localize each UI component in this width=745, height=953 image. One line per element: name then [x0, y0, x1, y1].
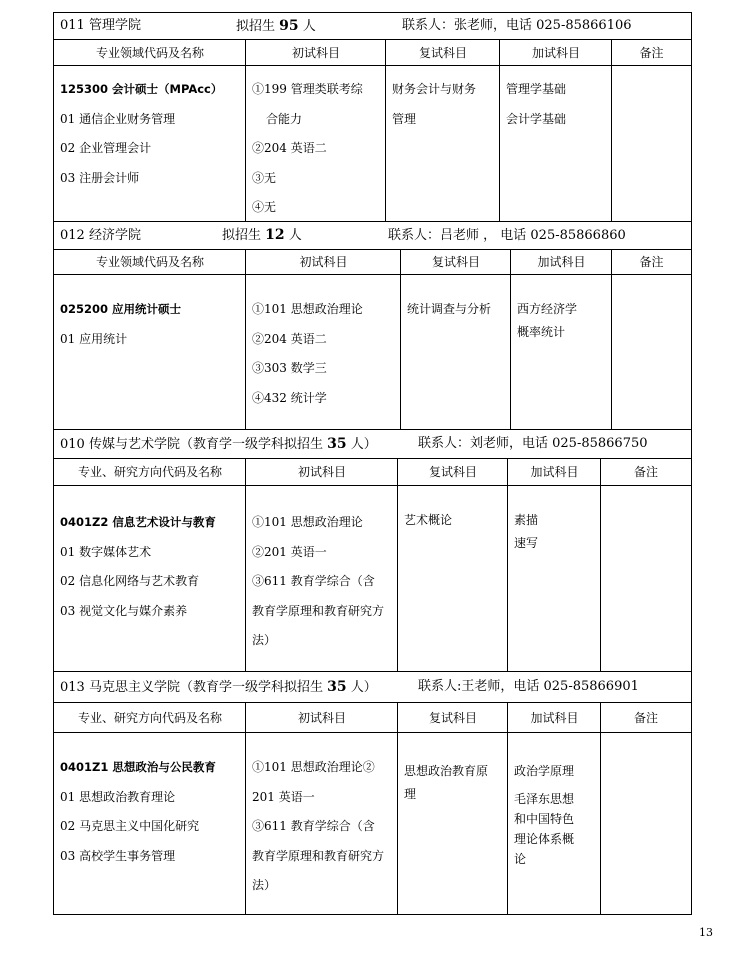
initial-exam-cell [252, 508, 396, 656]
retest-cell [404, 760, 506, 806]
exam-item: ③611 教育学综合（含 [252, 819, 375, 833]
major-cell [60, 295, 244, 354]
extra-item: 会计学基础 [506, 111, 567, 126]
exam-item: ①101 思想政治理论 [252, 302, 363, 316]
exam-item: 合能力 [266, 111, 303, 126]
col-retest: 复试科目 [418, 45, 467, 60]
initial-exam-cell [252, 75, 384, 223]
major-name: 0401Z1 思想政治与公民教育 [60, 760, 216, 774]
exam-item: ③611 教育学综合（含 [252, 574, 375, 588]
column-headers [54, 458, 691, 486]
col-retest: 复试科目 [428, 465, 477, 479]
extra-item: 毛泽东思想 [514, 792, 575, 806]
direction-item: 03 视觉文化与媒介素养 [60, 603, 188, 618]
section-header [54, 13, 691, 40]
section-media-arts [54, 430, 691, 672]
extra-item: 速写 [514, 536, 539, 550]
exam-item: ②201 英语一 [252, 544, 327, 559]
col-extra: 加试科目 [530, 465, 579, 479]
exam-item: ①199 管理类联考综 [252, 82, 363, 96]
exam-item: ②204 英语二 [252, 141, 327, 155]
exam-item: ③无 [252, 170, 277, 185]
exam-item: ①101 思想政治理论 [252, 515, 363, 529]
section-header [54, 672, 691, 703]
retest-item: 统计调查与分析 [407, 302, 492, 316]
extra-item: 和中国特色 [514, 812, 575, 826]
col-retest: 复试科目 [428, 710, 477, 725]
extra-cell [506, 75, 610, 134]
retest-item: 理 [404, 787, 417, 801]
college-name: 012 经济学院 [60, 228, 141, 243]
col-extra: 加试科目 [530, 710, 579, 725]
retest-cell [407, 295, 509, 325]
section-header [54, 430, 691, 459]
exam-item: ④432 统计学 [252, 390, 327, 405]
col-initial-exam: 初试科目 [299, 255, 348, 269]
college-name: 011 管理学院 [60, 18, 141, 33]
direction-item: 02 信息化网络与艺术教育 [60, 574, 200, 588]
column-headers [54, 39, 691, 66]
extra-cell [517, 298, 609, 344]
col-initial-exam: 初试科目 [297, 465, 346, 479]
col-major: 专业领域代码及名称 [95, 255, 204, 269]
major-cell [60, 75, 244, 193]
column-headers [54, 249, 691, 275]
enrollment-quota: 拟招生 95 人 [236, 18, 316, 34]
column-headers [54, 702, 691, 733]
direction-item: 01 思想政治教育理论 [60, 789, 176, 804]
extra-item: 概率统计 [517, 325, 566, 339]
initial-exam-cell [252, 295, 398, 413]
retest-cell [392, 75, 498, 134]
retest-item: 财务会计与财务 [392, 82, 477, 96]
col-major: 专业、研究方向代码及名称 [77, 465, 222, 479]
col-remark: 备注 [639, 255, 664, 269]
extra-item: 管理学基础 [506, 82, 567, 96]
page-number: 13 [699, 926, 713, 939]
contact-info: 联系人:王老师，电话 025-85866901 [418, 679, 639, 694]
exam-item: ④无 [252, 200, 277, 214]
exam-item: 教育学原理和教育研究方 [252, 603, 385, 618]
college-name: 013 马克思主义学院（教育学一级学科拟招生 35 人） [60, 679, 377, 695]
col-remark: 备注 [633, 465, 658, 479]
direction-item: 01 应用统计 [60, 331, 128, 346]
initial-exam-cell [252, 753, 396, 901]
major-cell [60, 508, 244, 626]
retest-item: 思想政治教育原 [404, 764, 489, 778]
retest-item: 管理 [392, 111, 417, 126]
col-extra: 加试科目 [537, 255, 586, 269]
retest-cell [404, 506, 506, 536]
college-name: 010 传媒与艺术学院（教育学一级学科拟招生 35 人） [60, 436, 377, 452]
extra-item: 素描 [514, 513, 539, 527]
direction-item: 03 注册会计师 [60, 170, 140, 185]
contact-info: 联系人：吕老师 ， 电话 025-85866860 [388, 228, 626, 243]
col-major: 专业、研究方向代码及名称 [77, 710, 222, 725]
col-initial-exam: 初试科目 [291, 45, 340, 60]
exam-item: ③303 数学三 [252, 361, 327, 375]
exam-item: ②204 英语二 [252, 331, 327, 346]
direction-item: 02 马克思主义中国化研究 [60, 819, 200, 833]
extra-item: 政治学原理 [514, 764, 575, 778]
exam-item: 法） [252, 633, 277, 647]
admissions-table [53, 12, 692, 915]
contact-info: 联系人：刘老师，电话 025-85866750 [418, 436, 648, 451]
extra-cell [514, 509, 598, 555]
major-name: 025200 应用统计硕士 [60, 302, 182, 316]
col-retest: 复试科目 [431, 255, 480, 269]
major-name: 0401Z2 信息艺术设计与教育 [60, 515, 216, 529]
direction-item: 01 通信企业财务管理 [60, 111, 176, 126]
exam-item: 法） [252, 878, 277, 892]
section-management [54, 13, 691, 222]
section-header [54, 222, 691, 250]
extra-cell [514, 760, 598, 869]
contact-info: 联系人：张老师，电话 025-85866106 [402, 18, 632, 33]
major-name: 125300 会计硕士（MPAcc） [60, 82, 223, 96]
exam-item: 教育学原理和教育研究方 [252, 848, 385, 863]
col-initial-exam: 初试科目 [297, 710, 346, 725]
extra-item: 理论体系概 [514, 832, 575, 846]
section-marxism [54, 672, 691, 914]
direction-item: 03 高校学生事务管理 [60, 848, 176, 863]
major-cell [60, 753, 244, 871]
direction-item: 02 企业管理会计 [60, 141, 152, 155]
exam-item: 201 英语一 [252, 789, 315, 804]
section-economics [54, 222, 691, 430]
col-remark: 备注 [633, 710, 658, 725]
retest-item: 艺术概论 [404, 513, 453, 527]
exam-item: ①101 思想政治理论② [252, 760, 375, 774]
extra-item: 论 [514, 852, 527, 866]
col-extra: 加试科目 [531, 45, 580, 60]
col-remark: 备注 [639, 45, 664, 60]
enrollment-quota: 拟招生 12 人 [222, 227, 302, 243]
direction-item: 01 数字媒体艺术 [60, 544, 152, 559]
col-major: 专业领域代码及名称 [95, 45, 204, 60]
extra-item: 西方经济学 [517, 302, 578, 316]
